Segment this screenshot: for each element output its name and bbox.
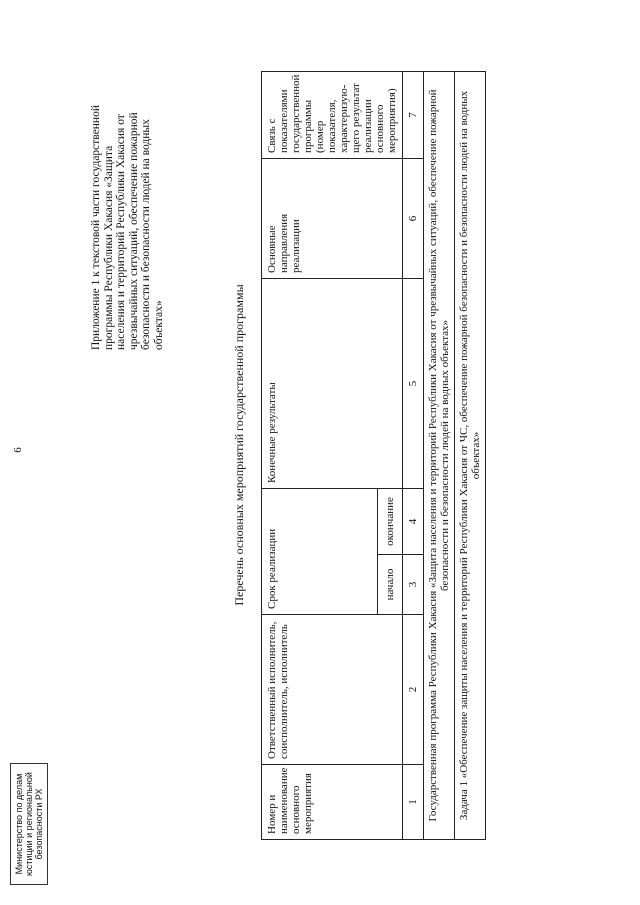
appendix-note: Приложение 1 к текстовой части государственной программы Республики Хакасия «Защита населения и территорий Республики Хакасия от чрезвычайных ситуаций, обеспечение пожарной безопасности и безопасности людей на водных объектах» bbox=[90, 105, 165, 350]
page-number: 6 bbox=[12, 447, 24, 453]
header-directions: Основные направления реализации bbox=[262, 158, 403, 278]
header-indicators: Связь с показателями государственной программы (номер показателя, характеризую-щего результат реализации основного мероприятия) bbox=[262, 71, 403, 158]
activities-table bbox=[261, 71, 486, 840]
program-row bbox=[424, 71, 455, 839]
header-executor: Ответственный исполнитель, соисполнитель, исполнитель bbox=[262, 615, 403, 765]
list-title: Перечень основных мероприятий государственной программы bbox=[232, 284, 246, 606]
column-number: 7 bbox=[403, 71, 424, 158]
column-number: 3 bbox=[403, 555, 424, 615]
header-end: окончание bbox=[378, 488, 403, 554]
registration-stamp: Министерство по делам юстиции и региональной безопасности РХ bbox=[10, 763, 48, 885]
program-title: Государственная программа Республики Хакасия «Защита населения и территорий Республики Хакасия от чрезвычайных ситуаций, обеспечение пожарной безопасности и безопасности людей на водных объектах» bbox=[424, 71, 455, 839]
header-start: начало bbox=[378, 555, 403, 615]
header-activity-number: Номер и наименование основного мероприятия bbox=[262, 765, 403, 840]
header-results: Конечные результаты bbox=[262, 278, 403, 488]
column-number: 5 bbox=[403, 278, 424, 488]
column-number: 2 bbox=[403, 615, 424, 765]
task-row bbox=[455, 71, 486, 839]
header-period: Срок реализации bbox=[262, 488, 378, 614]
column-numbers-row bbox=[403, 71, 424, 839]
column-number: 6 bbox=[403, 158, 424, 278]
column-number: 1 bbox=[403, 765, 424, 840]
column-number: 4 bbox=[403, 488, 424, 554]
task-title: Задача 1 «Обеспечение защиты населения и территорий Республики Хакасия от ЧС, обеспечение пожарной безопасности и безопасности людей на водных объектах» bbox=[455, 71, 486, 839]
table-header-row bbox=[262, 71, 378, 839]
